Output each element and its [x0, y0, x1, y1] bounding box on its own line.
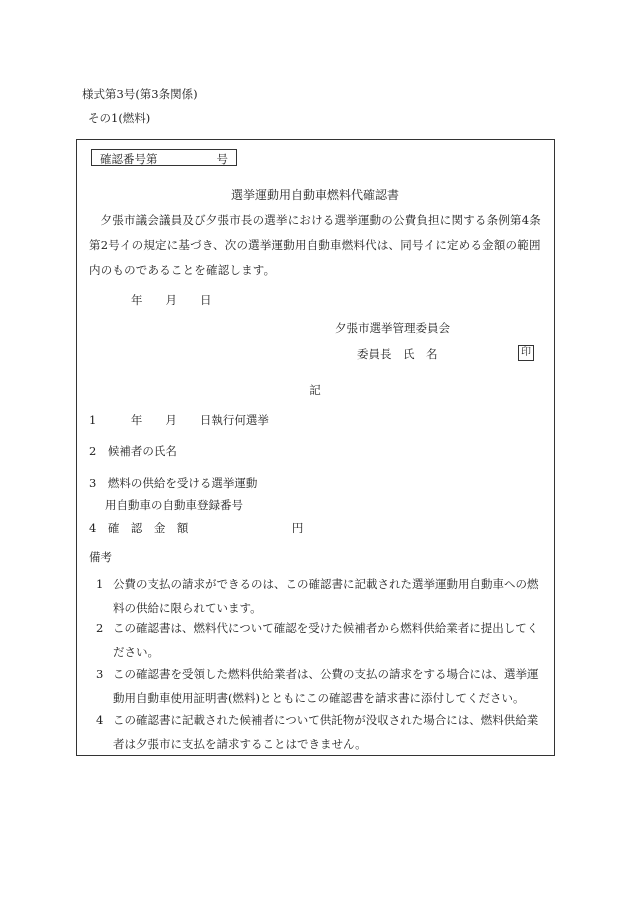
confirmation-number-suffix: 号: [216, 152, 228, 166]
note-text: この確認書は、燃料代について確認を受けた候補者から燃料供給業者に提出してください。: [113, 621, 539, 659]
notes-heading: 備考: [89, 550, 112, 564]
committee-name: 夕張市選挙管理委員会: [335, 321, 450, 335]
seal-stamp-mark: 印: [518, 345, 534, 361]
note-number: 2: [96, 621, 104, 635]
note-text: 公費の支払の請求ができるのは、この確認書に記載された選挙運動用自動車への燃料の供給に限られています。: [113, 577, 539, 615]
item-confirmed-amount: 4 確 認 金 額 円: [89, 521, 304, 535]
item-vehicle-line2: 用自動車の自動車登録番号: [105, 498, 243, 512]
document-title: 選挙運動用自動車燃料代確認書: [230, 188, 399, 202]
note-text: この確認書に記載された候補者について供託物が没収された場合には、燃料供給業者は夕張市に支払を請求することはできません。: [113, 713, 539, 751]
note-number: 1: [96, 577, 104, 591]
note-number: 3: [96, 667, 104, 681]
note-text: この確認書を受領した燃料供給業者は、公費の支払の請求をする場合には、選挙運動用自動車使用証明書(燃料)とともにこの確認書を請求書に添付してください。: [113, 667, 539, 705]
form-sub-label: その1(燃料): [88, 111, 151, 125]
item-election: 1 年 月 日執行何選挙: [89, 413, 269, 427]
confirmation-number-box: [91, 149, 237, 166]
date-line: 年 月 日: [131, 293, 212, 307]
note-number: 4: [96, 713, 104, 727]
item-candidate-name: 2 候補者の氏名: [89, 444, 177, 458]
confirmation-number-prefix: 確認番号第: [100, 152, 158, 166]
item-vehicle-line1: 3 燃料の供給を受ける選挙運動: [89, 476, 258, 490]
chair-name-line: 委員長 氏 名: [357, 347, 438, 361]
intro-paragraph: 夕張市議会議員及び夕張市長の選挙における選挙運動の公費負担に関する条例第4条第2号イの規定に基づき、次の選挙運動用自動車燃料代は、同号イに定める金額の範囲内のものであることを確認します。: [89, 213, 541, 277]
ki-heading: 記: [309, 383, 321, 397]
form-label: 様式第3号(第3条関係): [82, 87, 198, 101]
